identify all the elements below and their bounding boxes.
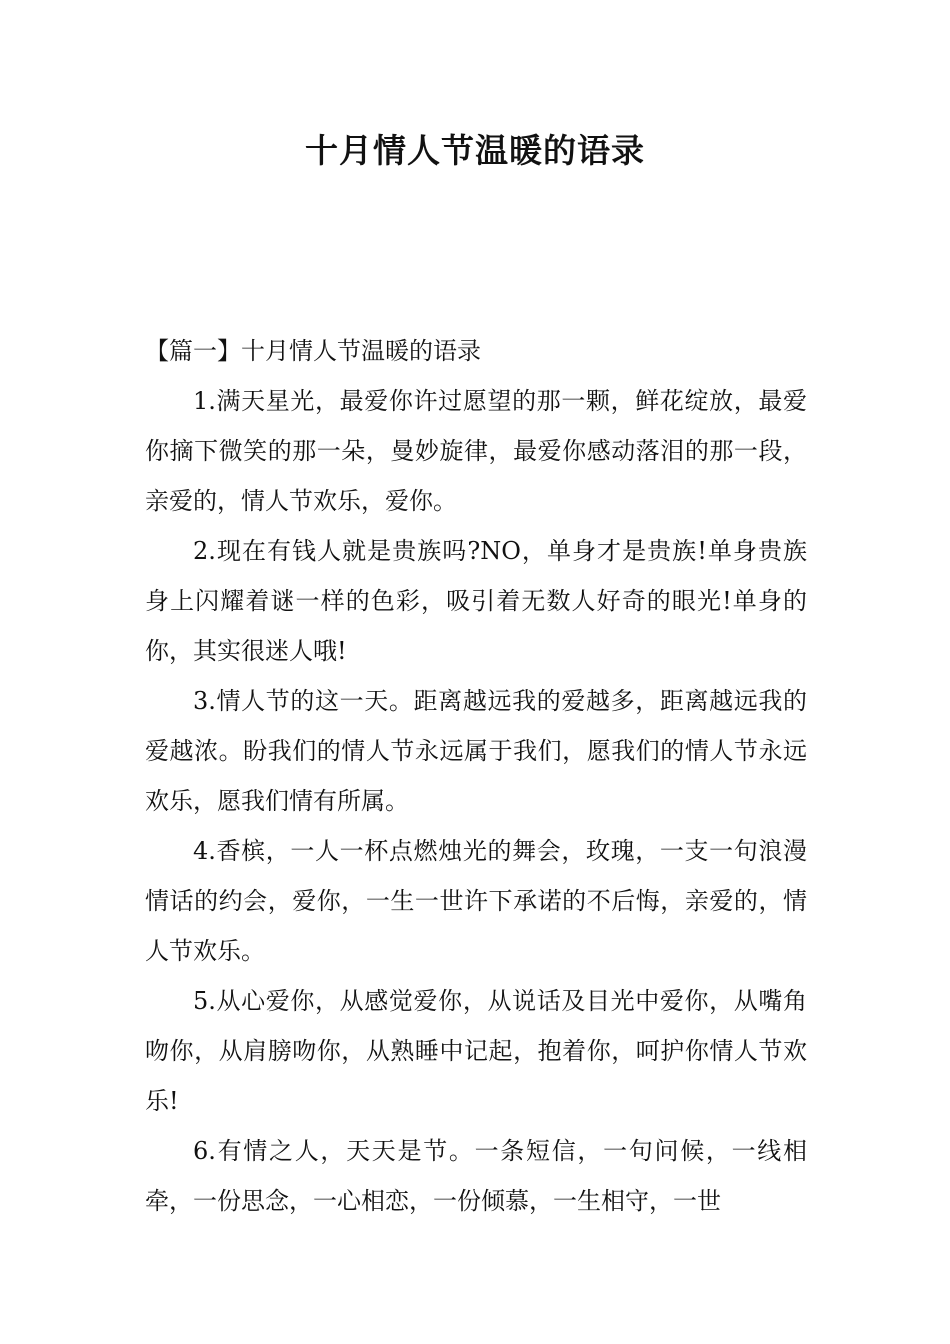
- list-item: 3.情人节的这一天。距离越远我的爱越多，距离越远我的爱越浓。盼我们的情人节永远属于我们，愿我们的情人节永远欢乐，愿我们情有所属。: [145, 687, 807, 815]
- list-item: 6.有情之人，天天是节。一条短信，一句问候，一线相牵，一份思念，一心相恋，一份倾慕，一生相守，一世: [145, 1137, 807, 1215]
- list-item: 2.现在有钱人就是贵族吗?NO，单身才是贵族!单身贵族身上闪耀着谜一样的色彩，吸引着无数人好奇的眼光!单身的你，其实很迷人哦!: [145, 537, 807, 665]
- list-item: 1.满天星光，最爱你许过愿望的那一颗，鲜花绽放，最爱你摘下微笑的那一朵，曼妙旋律，最爱你感动落泪的那一段，亲爱的，情人节欢乐，爱你。: [145, 387, 807, 515]
- list-item: 4.香槟，一人一杯点燃烛光的舞会，玫瑰，一支一句浪漫情话的约会，爱你，一生一世许下承诺的不后悔，亲爱的，情人节欢乐。: [145, 837, 807, 965]
- section-heading: 【篇一】十月情人节温暖的语录: [145, 337, 481, 365]
- list-item: 5.从心爱你，从感觉爱你，从说话及目光中爱你，从嘴角吻你，从肩膀吻你，从熟睡中记起，抱着你，呵护你情人节欢乐!: [145, 987, 807, 1115]
- document-body: [145, 326, 807, 1226]
- page-title: 十月情人节温暖的语录: [305, 131, 645, 170]
